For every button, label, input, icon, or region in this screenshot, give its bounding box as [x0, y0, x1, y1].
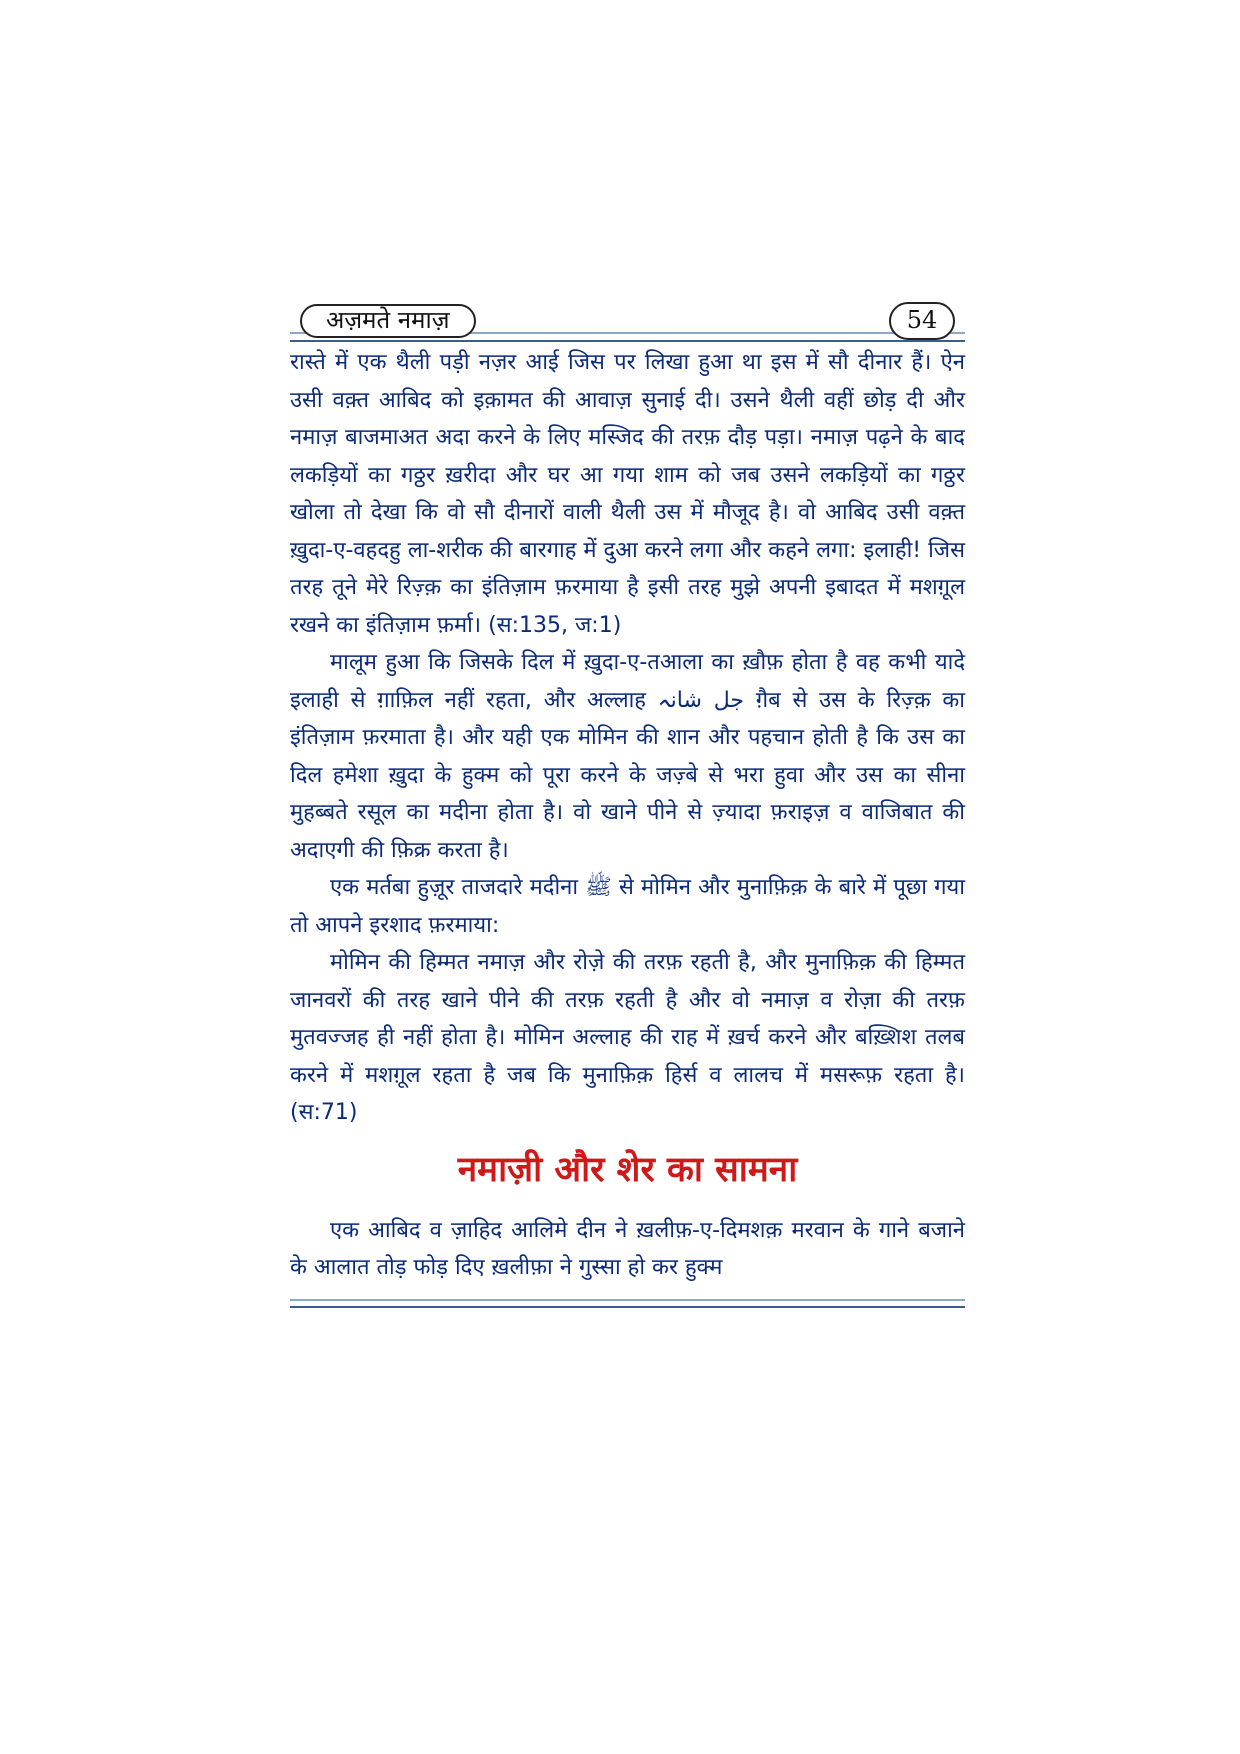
page-header [290, 298, 965, 340]
paragraph: मालूम हुआ कि जिसके दिल में ख़ुदा-ए-तआला का ख़ौफ़ होता है वह कभी यादे इलाही से ग़ाफ़िल नहीं रहता, और अल्लाह جل شانہ ग़ैब से उस के रिज़्क़ का इंतिज़ाम फ़रमाता है। और यही एक मोमिन की शान और पहचान होती है कि उस का दिल हमेशा ख़ुदा के हुक्म को पूरा करने के जज़्बे से भरा हुवा और उस का सीना मुहब्बते रसूल का मदीना होता है। वो खाने पीने से ज़्यादा फ़राइज़ व वाजिबात की अदाएगी की फ़िक्र करता है। [290, 650, 966, 863]
paragraph: एक मर्तबा हुज़ूर ताजदारे मदीना ﷺ से मोमिन और मुनाफ़िक़ के बारे में पूछा गया तो आपने इरशाद फ़रमाया: [290, 875, 966, 938]
section-heading: नमाज़ी और शेर का सामना [457, 1149, 798, 1190]
footer-rule [290, 1299, 965, 1308]
section-body [290, 1212, 965, 1287]
paragraph: एक आबिद व ज़ाहिद आलिमे दीन ने ख़लीफ़-ए-दिमशक़ मरवान के गाने बजाने के आलात तोड़ फोड़ दिए ख़लीफ़ा ने गुस्सा हो कर हुक्म [290, 1217, 965, 1280]
page-number: 54 [889, 302, 955, 340]
paragraph: रास्ते में एक थैली पड़ी नज़र आई जिस पर लिखा हुआ था इस में सौ दीनार हैं। ऐन उसी वक़्त आबिद को इक़ामत की आवाज़ सुनाई दी। उसने थैली वहीं छोड़ दी और नमाज़ बाजमाअत अदा करने के लिए मस्जिद की तरफ़ दौड़ पड़ा। नमाज़ पढ़ने के बाद लकड़ियों का गठ्ठर ख़रीदा और घर आ गया शाम को जब उसने लकड़ियों का गठ्ठर खोला तो देखा कि वो सौ दीनारों वाली थैली उस में मौजूद है। वो आबिद उसी वक़्त ख़ुदा-ए-वहदहु ला-शरीक की बारगाह में दुआ करने लगा और कहने लगा: इलाही! जिस तरह तूने मेरे रिज़्क़ का इंतिज़ाम फ़रमाया है इसी तरह मुझे अपनी इबादत में मशग़ूल रखने का इंतिज़ाम फ़र्मा। (स:135, ज:1) [290, 350, 965, 638]
paragraph: मोमिन की हिम्मत नमाज़ और रोज़े की तरफ़ रहती है, और मुनाफ़िक़ की हिम्मत जानवरों की तरह खाने पीने की तरफ़ रहती है और वो नमाज़ व रोज़ा की तरफ़ मुतवज्जह ही नहीं होता है। मोमिन अल्लाह की राह में ख़र्च करने और बख़्शिश तलब करने में मशग़ूल रहता है जब कि मुनाफ़िक़ हिर्स व लालच में मसरूफ़ रहता है। (स:71) [290, 950, 965, 1125]
book-title: अज़मते नमाज़ [300, 304, 476, 338]
body-text [290, 344, 965, 1132]
book-page [290, 298, 965, 1308]
